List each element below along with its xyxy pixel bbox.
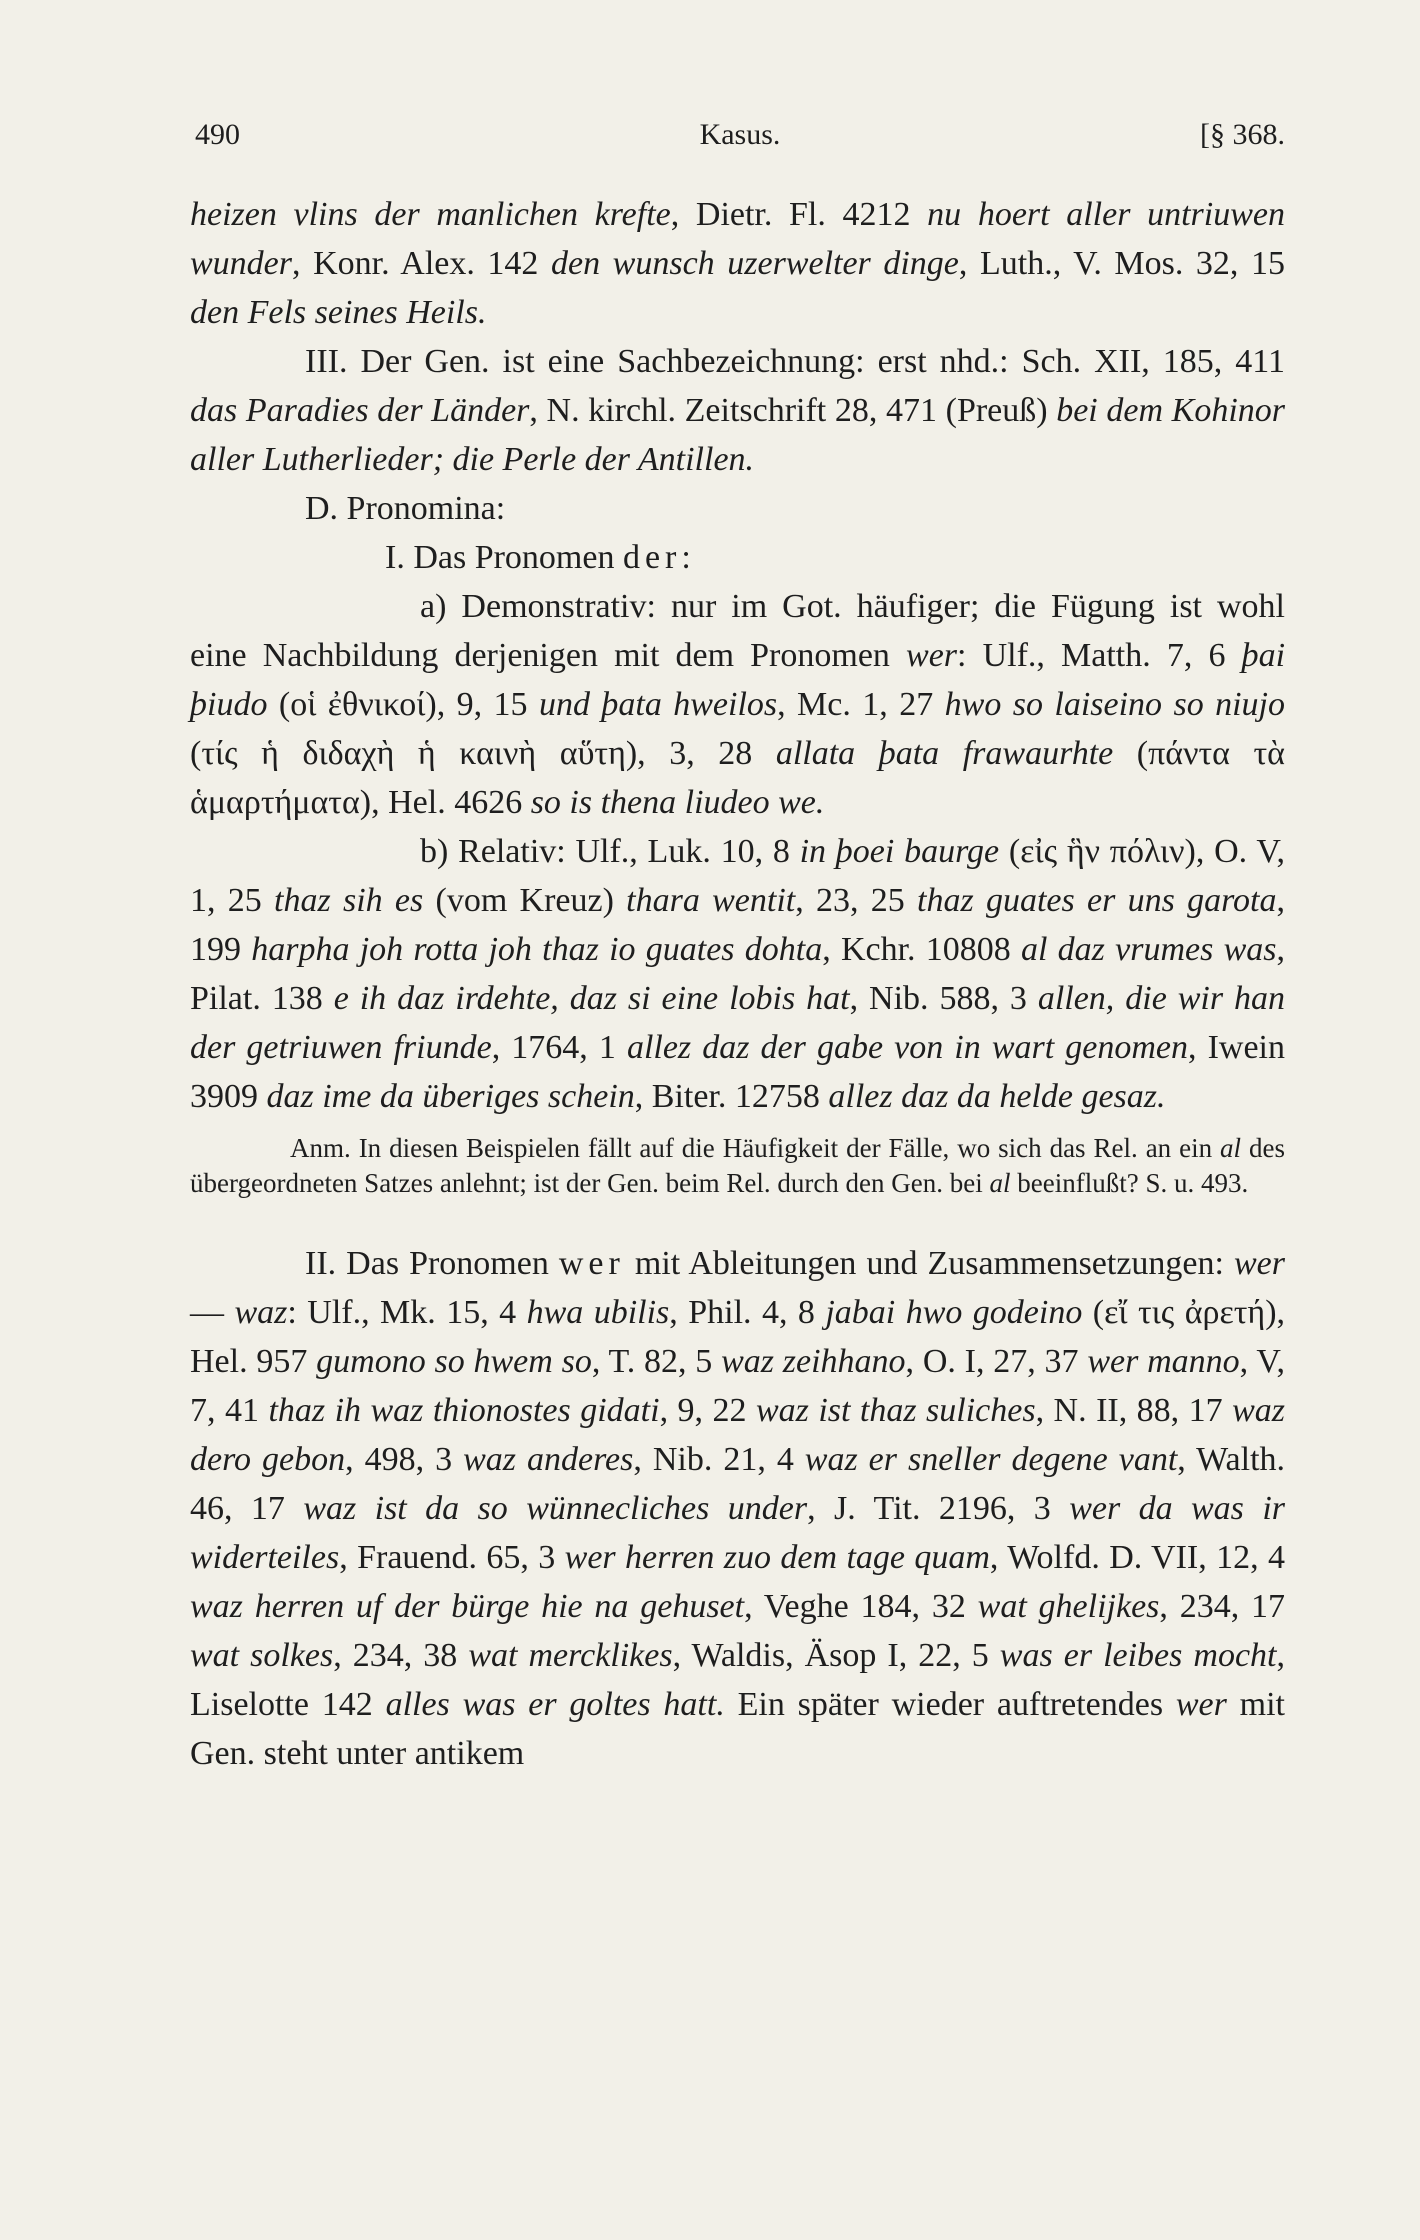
italic-quote-segment: hwo so laiseino so niujo	[944, 686, 1286, 723]
italic-quote-segment: allez daz der gabe von in wart genomen	[626, 1029, 1188, 1066]
italic-quote-segment: waz	[234, 1294, 288, 1331]
text-segment: , 199	[190, 882, 1285, 968]
text-segment: wer	[558, 1245, 625, 1282]
italic-quote-segment: wer da was ir widerteiles	[190, 1490, 1285, 1576]
section-reference: [§ 368.	[1200, 118, 1285, 151]
text-segment: mit Ableitungen und Zusammensetzungen:	[624, 1245, 1234, 1282]
text-segment: D. Pronomina:	[305, 490, 506, 527]
text-segment: , Waldis, Äsop I, 22, 5	[672, 1637, 1000, 1674]
italic-quote-segment: al	[1220, 1133, 1242, 1163]
italic-quote-segment: und þata hweilos	[538, 686, 778, 723]
text-segment: , 9, 22	[659, 1392, 756, 1429]
text-segment: , Nib. 588, 3	[849, 980, 1038, 1017]
text-segment: , N. II, 88, 17	[1035, 1392, 1233, 1429]
italic-quote-segment: wer	[1234, 1245, 1285, 1282]
text-segment: , Mc. 1, 27	[777, 686, 945, 723]
text-segment: , Liselotte 142	[190, 1637, 1285, 1723]
italic-quote-segment: wat mercklikes	[468, 1637, 673, 1674]
text-segment: , 234, 17	[1159, 1588, 1285, 1625]
italic-quote-segment: e ih daz irdehte, daz si eine lobis hat	[333, 980, 850, 1017]
text-segment: , Iwein 3909	[190, 1029, 1285, 1115]
text-segment: , N. kirchl. Zeitschrift 28, 471 (Preuß)	[529, 392, 1057, 429]
italic-quote-segment: al	[989, 1168, 1011, 1198]
text-segment: mit Gen. steht unter antikem	[190, 1686, 1285, 1772]
italic-quote-segment: wat ghelijkes	[977, 1588, 1160, 1625]
text-segment: b) Relativ: Ulf., Luk. 10, 8	[420, 833, 800, 870]
text-segment: , Phil. 4, 8	[669, 1294, 826, 1331]
italic-quote-segment: waz er sneller degene vant	[804, 1441, 1178, 1478]
text-segment: : Ulf., Mk. 15, 4	[287, 1294, 527, 1331]
italic-quote-segment: gumono so hwem so	[316, 1343, 592, 1380]
text-segment: , Luth., V. Mos. 32, 15	[958, 245, 1286, 282]
text-segment: beeinflußt? S. u. 493.	[1010, 1168, 1249, 1198]
text-segment: , Biter. 12758	[634, 1078, 829, 1115]
text-segment: (εἰς ἣν πόλιν), O. V, 1, 25	[190, 833, 1285, 919]
italic-quote-segment: daz ime da überiges schein	[266, 1078, 635, 1115]
italic-quote-segment: heizen vlins der manlichen krefte	[190, 196, 671, 233]
italic-quote-segment: wat solkes	[190, 1637, 334, 1674]
italic-quote-segment: thaz ih waz thionostes gidati	[268, 1392, 660, 1429]
text-segment: , 23, 25	[795, 882, 918, 919]
text-segment: , 234, 38	[333, 1637, 469, 1674]
italic-quote-segment: waz herren uf der bürge hie na gehuset	[190, 1588, 745, 1625]
heading-d-pronomina	[190, 484, 1285, 533]
text-segment: —	[190, 1294, 235, 1331]
italic-quote-segment: alles was er goltes hatt.	[385, 1686, 725, 1723]
italic-quote-segment: þai þiudo	[190, 637, 1286, 723]
italic-quote-segment: wer	[906, 637, 958, 674]
italic-quote-segment: jabai hwo godeino	[825, 1294, 1083, 1331]
text-segment: , Dietr. Fl. 4212	[670, 196, 928, 233]
text-segment: (πάντα τὰ ἁμαρτήματα), Hel. 4626	[190, 735, 1285, 821]
text-segment: des übergeordneten Satzes anlehnt; ist der Gen. beim Rel. durch den Gen. bei	[190, 1133, 1285, 1198]
italic-quote-segment: waz dero gebon	[190, 1392, 1286, 1478]
paragraph-continuation	[190, 190, 1285, 337]
text-segment: Anm. In diesen Beispielen fällt auf die Häufigkeit der Fälle, wo sich das Rel. an ein	[290, 1133, 1221, 1163]
italic-quote-segment: al daz vrumes was	[1021, 931, 1277, 968]
text-segment: : Ulf., Matth. 7, 6	[957, 637, 1242, 674]
heading-i-pronomen-der	[190, 533, 1285, 582]
italic-quote-segment: wer manno	[1087, 1343, 1240, 1380]
italic-quote-segment: waz ist thaz suliches	[755, 1392, 1036, 1429]
text-segment: Ein später wieder auftretendes	[724, 1686, 1176, 1723]
paragraph-iii	[190, 337, 1285, 484]
paragraph-b-relativ	[190, 827, 1285, 1121]
text-segment: , Veghe 184, 32	[744, 1588, 978, 1625]
text-segment: , Nib. 21, 4	[633, 1441, 805, 1478]
italic-quote-segment: wer	[1175, 1686, 1227, 1723]
text-segment: III. Der Gen. ist eine Sachbezeichnung: erst nhd.: Sch. XII, 185, 411	[305, 343, 1285, 380]
italic-quote-segment: so is thena liudeo we.	[530, 784, 825, 821]
italic-quote-segment: thaz guates er uns garota	[917, 882, 1277, 919]
italic-quote-segment: hwa ubilis	[526, 1294, 670, 1331]
italic-quote-segment: allen, die wir han der getriuwen friunde	[190, 980, 1286, 1066]
text-segment: , Kchr. 10808	[822, 931, 1021, 968]
text-segment: , Walth. 46, 17	[190, 1441, 1286, 1527]
running-header	[195, 118, 1285, 168]
text-segment: a) Demonstrativ: nur im Got. häufiger; die Fügung ist wohl eine Nachbildung derjenigen mit dem Pronomen	[190, 588, 1285, 674]
italic-quote-segment: was er leibes mocht	[999, 1637, 1277, 1674]
italic-quote-segment: nu hoert aller untriuwen wunder	[190, 196, 1285, 282]
text-segment: , V, 7, 41	[190, 1343, 1285, 1429]
italic-quote-segment: bei dem Kohinor aller Lutherlieder; die Perle der Antillen.	[190, 392, 1285, 478]
running-title: Kasus.	[699, 118, 781, 151]
text-segment: I. Das Pronomen	[385, 539, 623, 576]
text-segment: der	[622, 539, 682, 576]
italic-quote-segment: allez daz da helde gesaz.	[828, 1078, 1166, 1115]
text-segment: , O. I, 27, 37	[905, 1343, 1088, 1380]
italic-quote-segment: thara wentit	[626, 882, 796, 919]
footnote-anmerkung	[190, 1131, 1285, 1201]
text-segment: , 498, 3	[345, 1441, 464, 1478]
page-number: 490	[195, 118, 240, 151]
paragraph-a-demonstrativ	[190, 582, 1285, 827]
text-segment: , 1764, 1	[491, 1029, 627, 1066]
italic-quote-segment: waz anderes	[463, 1441, 634, 1478]
italic-quote-segment: harpha joh rotta joh thaz io guates dohta	[251, 931, 823, 968]
text-segment: , T. 82, 5	[591, 1343, 722, 1380]
italic-quote-segment: thaz sih es	[274, 882, 424, 919]
text-segment: (vom Kreuz)	[423, 882, 627, 919]
text-segment: , Frauend. 65, 3	[339, 1539, 565, 1576]
italic-quote-segment: in þoei baurge	[799, 833, 1000, 870]
italic-quote-segment: waz zeihhano	[721, 1343, 906, 1380]
text-segment: , Pilat. 138	[190, 931, 1285, 1017]
text-segment: (τίς ἡ διδαχὴ ἡ καινὴ αὕτη), 3, 28	[190, 735, 776, 772]
text-segment: , Wolfd. D. VII, 12, 4	[989, 1539, 1285, 1576]
italic-quote-segment: wer herren zuo dem tage quam	[564, 1539, 990, 1576]
text-segment: :	[681, 539, 691, 576]
text-segment: II. Das Pronomen	[305, 1245, 559, 1282]
italic-quote-segment: allata þata frawaurhte	[775, 735, 1114, 772]
text-segment: , Konr. Alex. 142	[292, 245, 552, 282]
text-segment: (εἴ τις ἀρετή), Hel. 957	[190, 1294, 1286, 1380]
text-segment: , J. Tit. 2196, 3	[807, 1490, 1070, 1527]
italic-quote-segment: den Fels seines Heils.	[190, 294, 487, 331]
body-text	[190, 190, 1285, 1778]
italic-quote-segment: den wunsch uzerwelter dinge	[551, 245, 959, 282]
paragraph-ii-pronomen-wer	[190, 1239, 1285, 1778]
italic-quote-segment: waz ist da so wünnecliches under	[303, 1490, 808, 1527]
text-segment: (οἱ ἐθνικοί), 9, 15	[267, 686, 539, 723]
italic-quote-segment: das Paradies der Länder	[190, 392, 530, 429]
